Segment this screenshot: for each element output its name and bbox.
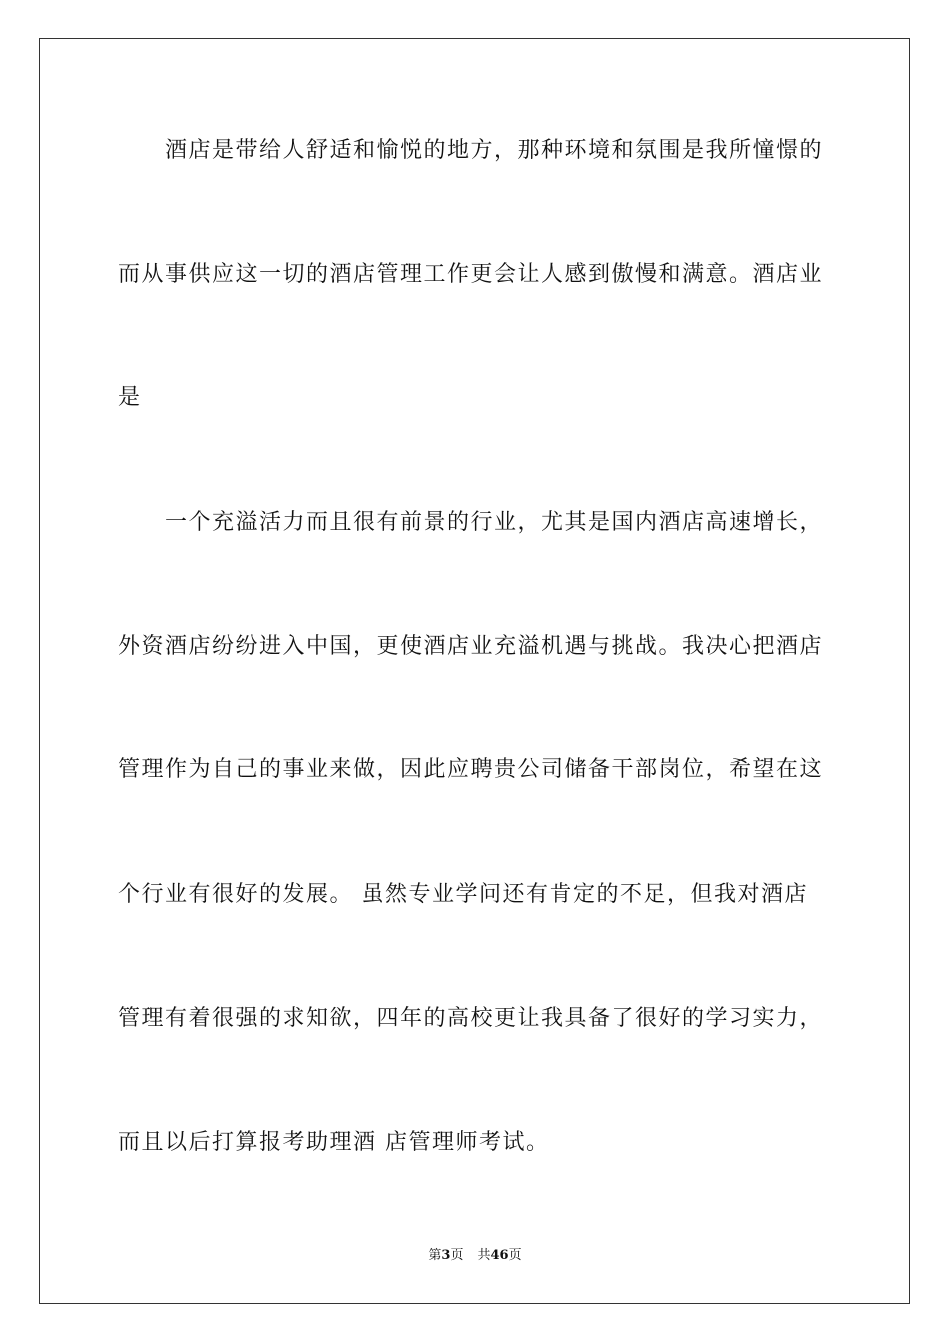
- footer-page-suffix: 页: [450, 1248, 464, 1263]
- footer-total-prefix: 共: [477, 1248, 491, 1263]
- footer-total-pages: 46: [490, 1248, 509, 1263]
- body-line-8: 管理有着很强的求知欲，四年的高校更让我具备了很好的学习实力，: [118, 1006, 824, 1031]
- body-line-5: 外资酒店纷纷进入中国，更使酒店业充溢机遇与挑战。我决心把酒店: [118, 634, 824, 659]
- body-line-2: 而从事供应这一切的酒店管理工作更会让人感到傲慢和满意。酒店业: [118, 262, 824, 287]
- body-line-1: 酒店是带给人舒适和愉悦的地方，那种环境和氛围是我所憧憬的: [118, 138, 824, 163]
- body-line-7: 个行业有很好的发展。 虽然专业学问还有肯定的不足，但我对酒店: [118, 882, 808, 907]
- page-border: [39, 38, 910, 1304]
- body-line-9: 而且以后打算报考助理酒 店管理师考试。: [118, 1130, 550, 1155]
- footer-page-prefix: 第: [428, 1248, 442, 1263]
- footer-current-page: 3: [441, 1248, 451, 1263]
- footer-total-suffix: 页: [508, 1248, 522, 1263]
- body-line-3: 是: [118, 385, 142, 410]
- body-line-6: 管理作为自己的事业来做，因此应聘贵公司储备干部岗位，希望在这: [118, 757, 824, 782]
- body-line-4: 一个充溢活力而且很有前景的行业，尤其是国内酒店高速增长，: [118, 510, 824, 535]
- page-footer: [0, 1247, 950, 1265]
